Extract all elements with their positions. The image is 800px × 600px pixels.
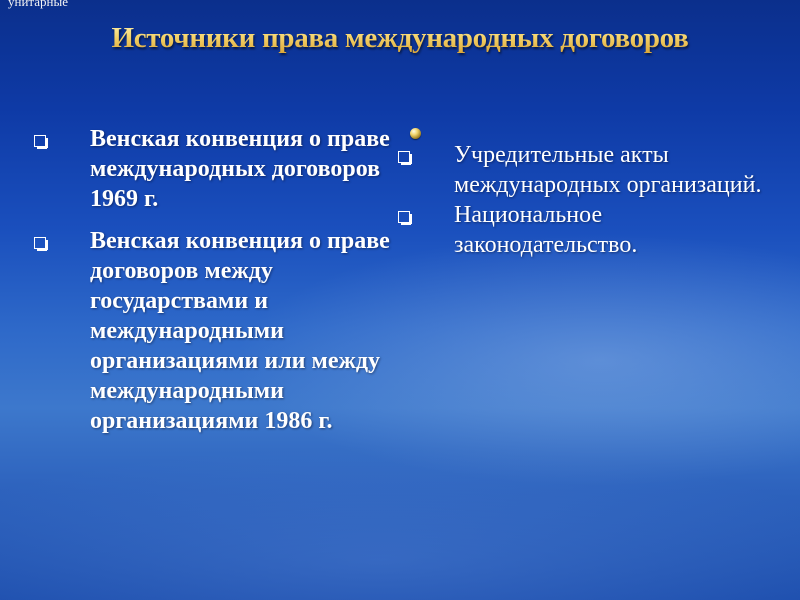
list-item — [398, 140, 778, 200]
left-column — [34, 124, 394, 448]
right-column — [398, 140, 778, 260]
gold-ball-icon — [410, 128, 421, 139]
square-bullet-icon — [34, 237, 47, 250]
corner-text: унитарные — [8, 0, 68, 9]
slide-title: Источники права международных договоров — [0, 22, 800, 55]
square-bullet-icon — [398, 151, 411, 164]
list-item — [34, 226, 394, 436]
list-item — [398, 200, 778, 260]
list-item-text: Венская конвенция о праве международных договоров 1969 г. — [90, 126, 390, 212]
square-bullet-icon — [398, 211, 411, 224]
list-item — [34, 124, 394, 214]
square-bullet-icon — [34, 135, 47, 148]
list-item-text: Венская конвенция о праве договоров между государствами и международными организациями или между международными организациями 1986 г. — [90, 228, 390, 434]
list-item-text: Учредительные акты международных организаций. — [454, 142, 762, 198]
list-item-text: Национальное законодательство. — [454, 202, 638, 258]
